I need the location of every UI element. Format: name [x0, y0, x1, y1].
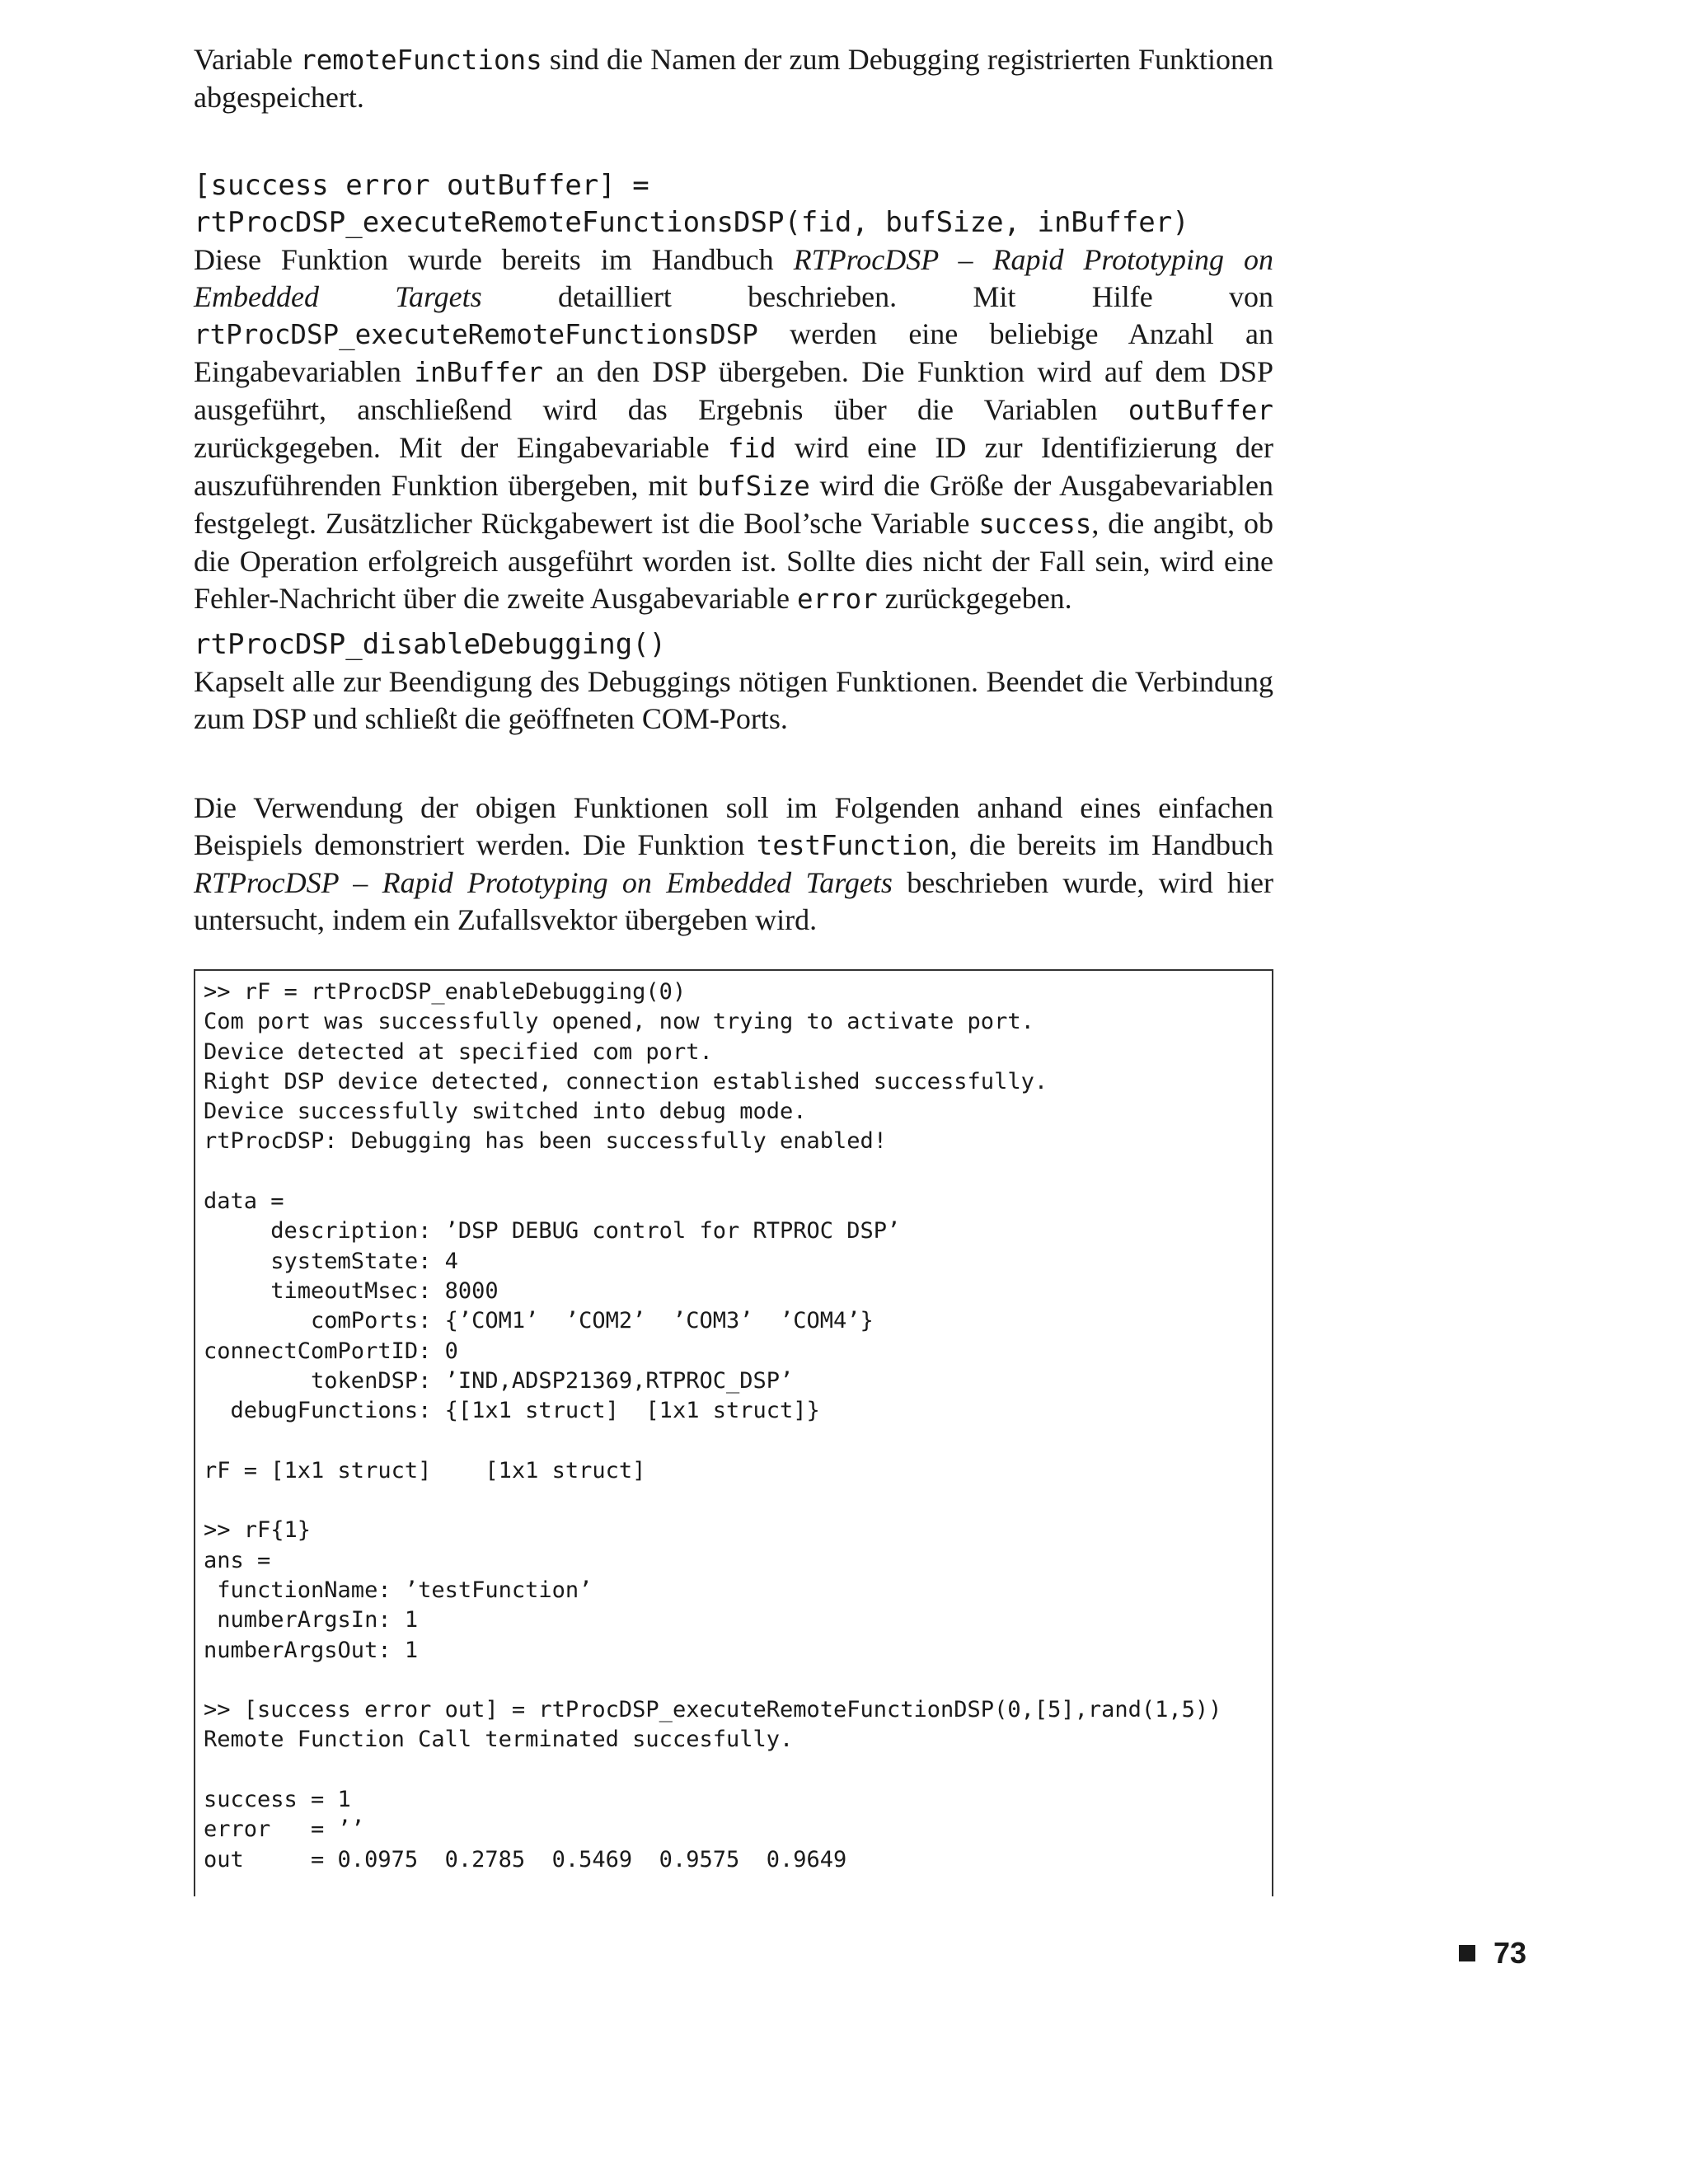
book-title: RTProcDSP – Rapid Prototyping on Embedded Targets	[194, 866, 893, 899]
paragraph-text: Die Verwendung der obigen Funktionen soll im Folgenden anhand eines einfachen Beispiels demonstriert werden. Die Funktion testFunction, die bereits im Handbuch RTProcDSP – Rapid Prototyping on Embedded Targets beschrieben wurde, wird hier untersucht, indem ein Zufallsvektor übergeben wird.	[194, 791, 1273, 936]
code-line: data =	[204, 1188, 284, 1215]
code-line: rtProcDSP: Debugging has been successfully enabled!	[204, 1128, 888, 1155]
inline-code: outBuffer	[1128, 395, 1273, 426]
code-line: >> [success error out] = rtProcDSP_executeRemoteFunctionDSP(0,[5],rand(1,5))	[204, 1697, 1222, 1723]
code-line: ans =	[204, 1547, 271, 1573]
code-line: success = 1	[204, 1787, 351, 1813]
code-line: error = ’’	[204, 1816, 365, 1843]
inline-code: success	[978, 509, 1092, 540]
code-line: systemState: 4	[204, 1248, 458, 1274]
inline-code: bufSize	[696, 471, 810, 502]
code-line: Device detected at specified com port.	[204, 1038, 713, 1065]
inline-code: inBuffer	[414, 357, 543, 388]
code-line: >> rF{1}	[204, 1517, 312, 1544]
code-line: Com port was successfully opened, now trying to activate port.	[204, 1009, 1034, 1035]
book-title: RTProcDSP – Rapid Prototyping on Embedded Targets	[194, 243, 1274, 313]
code-line: functionName: ’testFunction’	[204, 1577, 593, 1603]
function-disable-debugging	[194, 626, 1273, 738]
inline-code: fid	[727, 433, 776, 464]
code-line: rF = [1x1 struct] [1x1 struct]	[204, 1457, 646, 1483]
code-listing-text	[204, 977, 1272, 1875]
function-description: Kapselt alle zur Beendigung des Debuggings nötigen Funktionen. Beendet die Verbindung zum DSP und schließt die geöffneten COM-Ports.	[194, 665, 1273, 735]
code-line: connectComPortID: 0	[204, 1338, 458, 1364]
function-signature-line-1: [success error outBuffer] =	[194, 169, 649, 202]
code-line: >> rF = rtProcDSP_enableDebugging(0)	[204, 979, 687, 1005]
inline-code: testFunction	[756, 830, 950, 861]
code-line: tokenDSP: ’IND,ADSP21369,RTPROC_DSP’	[204, 1367, 794, 1394]
inline-code: remoteFunctions	[300, 45, 542, 76]
code-line: out = 0.0975 0.2785 0.5469 0.9575 0.9649	[204, 1846, 847, 1872]
inline-code: error	[796, 583, 878, 615]
square-bullet-icon	[1459, 1945, 1475, 1961]
page-number: 73	[1459, 1937, 1526, 1970]
code-listing	[194, 969, 1273, 1896]
code-line: Right DSP device detected, connection established successfully.	[204, 1068, 1048, 1094]
paragraph-remote-functions	[194, 41, 1273, 116]
code-line: description: ’DSP DEBUG control for RTPROC DSP’	[204, 1218, 901, 1244]
paragraph-text: Variable remoteFunctions sind die Namen der zum Debugging registrierten Funktionen abgespeichert.	[194, 43, 1274, 114]
code-line: timeoutMsec: 8000	[204, 1277, 499, 1304]
code-line: Remote Function Call terminated succesfully.	[204, 1727, 794, 1753]
code-line: Device successfully switched into debug mode.	[204, 1099, 807, 1125]
function-signature: rtProcDSP_disableDebugging()	[194, 628, 667, 661]
function-execute-remote	[194, 167, 1273, 618]
code-line: numberArgsOut: 1	[204, 1637, 419, 1663]
function-description: Diese Funktion wurde bereits im Handbuch RTProcDSP – Rapid Prototyping on Embedded Targets detailliert beschrieben. Mit Hilfe von rtProcDSP_executeRemoteFunctionsDSP werden eine beliebige Anzahl an Eingabevariablen inBuffer an den DSP übergeben. Die Funktion wird auf dem DSP ausgeführt, anschließend wird das Ergebnis über die Variablen outBuffer zurückgegeben. Mit der Eingabevariable fid wird eine ID zur Identifizierung der auszuführenden Funktion übergeben, mit bufSize wird die Größe der Ausgabevariablen festgelegt. Zusätzlicher Rückgabewert ist die Bool’sche Variable success, die angibt, ob die Operation erfolgreich ausgeführt worden ist. Sollte dies nicht der Fall sein, wird eine Fehler-Nachricht über die zweite Ausgabevariable error zurückgegeben.	[194, 243, 1274, 615]
code-line: debugFunctions: {[1x1 struct] [1x1 struct]}	[204, 1398, 820, 1424]
paragraph-example	[194, 790, 1273, 939]
code-line: comPorts: {’COM1’ ’COM2’ ’COM3’ ’COM4’}	[204, 1308, 874, 1334]
function-signature-line-2: rtProcDSP_executeRemoteFunctionsDSP(fid, bufSize, inBuffer)	[194, 206, 1189, 239]
code-line: numberArgsIn: 1	[204, 1607, 419, 1633]
inline-code: rtProcDSP_executeRemoteFunctionsDSP	[194, 319, 758, 350]
